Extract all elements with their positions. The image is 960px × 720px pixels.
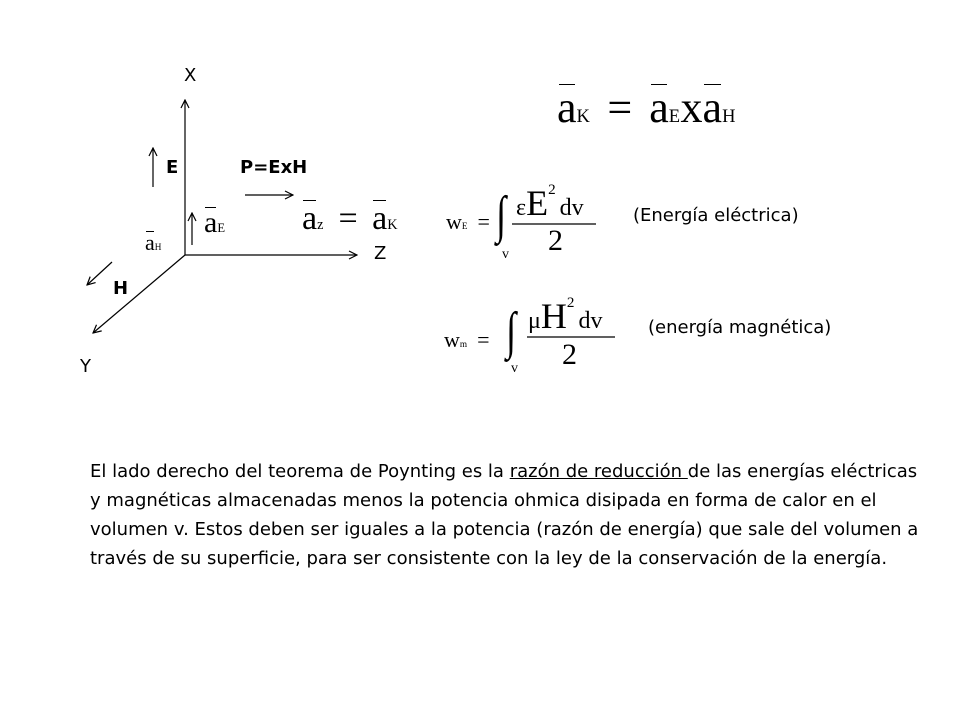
unit-vector-ah: aH — [145, 230, 162, 255]
wm-lhs: wm = — [444, 327, 490, 352]
cross-product-equation: aK = aExaH — [557, 83, 736, 132]
wm-lower-limit: v — [511, 361, 518, 376]
x-axis-label: X — [184, 65, 197, 86]
electric-energy-label: (Energía eléctrica) — [633, 205, 799, 226]
we-lower-limit: v — [502, 247, 509, 262]
we-denominator: 2 — [548, 224, 563, 257]
poynting-explanation: El lado derecho del teorema de Poynting es la razón de reducción de las energías eléctricas y magnéticas almacenadas menos la potencia ohmica disipada en forma de calor en el volumen v. Estos deben ser iguales a la potencia (razón de energía) que sale del volumen a través de su superficie, para ser consistente con la ley de la conservación de la energía. — [90, 461, 919, 569]
h-vector-label: H — [113, 278, 129, 299]
h-vector-arrow — [87, 262, 112, 285]
underlined-phrase: razón de reducción — [509, 461, 688, 482]
p-vector-label: P=ExH — [240, 157, 308, 178]
wm-denominator: 2 — [562, 338, 577, 371]
unit-vector-ae: aE — [204, 206, 226, 239]
direction-equation: az = aK — [302, 200, 399, 237]
z-axis-label: Z — [374, 243, 387, 264]
we-integral-sign: ∫ — [496, 187, 507, 244]
e-vector-label: E — [166, 157, 179, 178]
wm-numerator: $\mu H^2dv$ — [528, 294, 603, 336]
we-numerator: $\varepsilon E^2dv$ — [516, 181, 584, 223]
magnetic-energy-label: (energía magnética) — [648, 317, 832, 338]
wm-integral-sign: ∫ — [506, 303, 517, 360]
we-lhs: wE = — [446, 209, 490, 234]
y-axis-label: Y — [80, 356, 91, 377]
